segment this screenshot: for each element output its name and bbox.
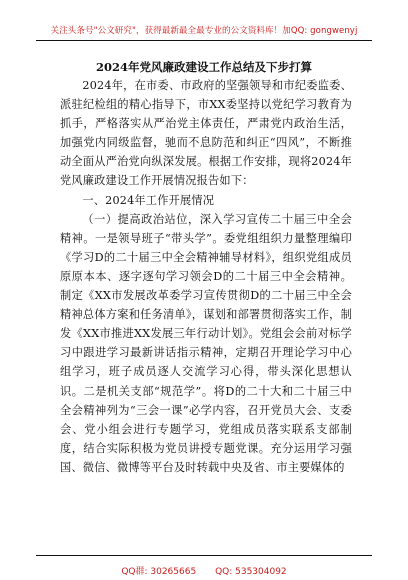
header-divider: [36, 40, 372, 41]
document-body: [60, 76, 352, 477]
footer-qq-group: QQ群: 30265665: [121, 567, 197, 577]
footer-qq: QQ: 535304092: [215, 567, 287, 577]
page-header: [0, 0, 408, 46]
page-footer: [0, 555, 408, 580]
document-title: 2024年党风廉政建设工作总结及下步打算: [95, 60, 312, 74]
header-note: 关注头条号"公文研究"，获得最新最全最专业的公文资料库！加QQ: gongwenyj: [50, 26, 358, 36]
section-heading: 一、2024年工作开展情况: [82, 193, 215, 207]
footer-contacts: [0, 564, 408, 577]
paragraph-intro: 2024年，在市委、市政府的坚强领导和市纪委监委、派驻纪检组的精心指导下，市XX委坚持以党纪学习教育为抓手，严格落实从严治党主体责任，严肃党内政治生活，加强党内同级监督，驰而不息防范和纠正“四风”，不断推动全面从严治党向纵深发展。根据工作安排，现将2024年党风廉政建设工作开展情况报告如下：: [60, 79, 352, 188]
paragraph-section-1: （一）提高政治站位，深入学习宣传二十届三中全会精神。一是领导班子“带头学”。委党组组织力量整理编印《学习D的二十届三中全会精神辅导材料》，组织党组成员原原本本、逐字逐句学习领会D的二十届三中全会精神。制定《XX市发展改革委学习宣传贯彻D的二十届三中全会精神总体方案和任务清单》，谋划和部署贯彻落实工作，制发《XX市推进XX发展三年行动计划》。党组会会前对标学习中跟进学习最新讲话指示精神，定期召开理论学习中心组学习，班子成员逐人交流学习心得，带头深化思想认识。二是机关支部“规范学”。将D的二十大和二十届三中全会精神列为“三会一课”必学内容，召开党员大会、支委会、党小组会进行专题学习，党组成员落实联系支部制度，结合实际积极为党员讲授专题党课。充分运用学习强国、微信、微博等平台及时转载中央及省、市主要媒体的: [60, 212, 352, 474]
footer-divider: [36, 555, 372, 556]
